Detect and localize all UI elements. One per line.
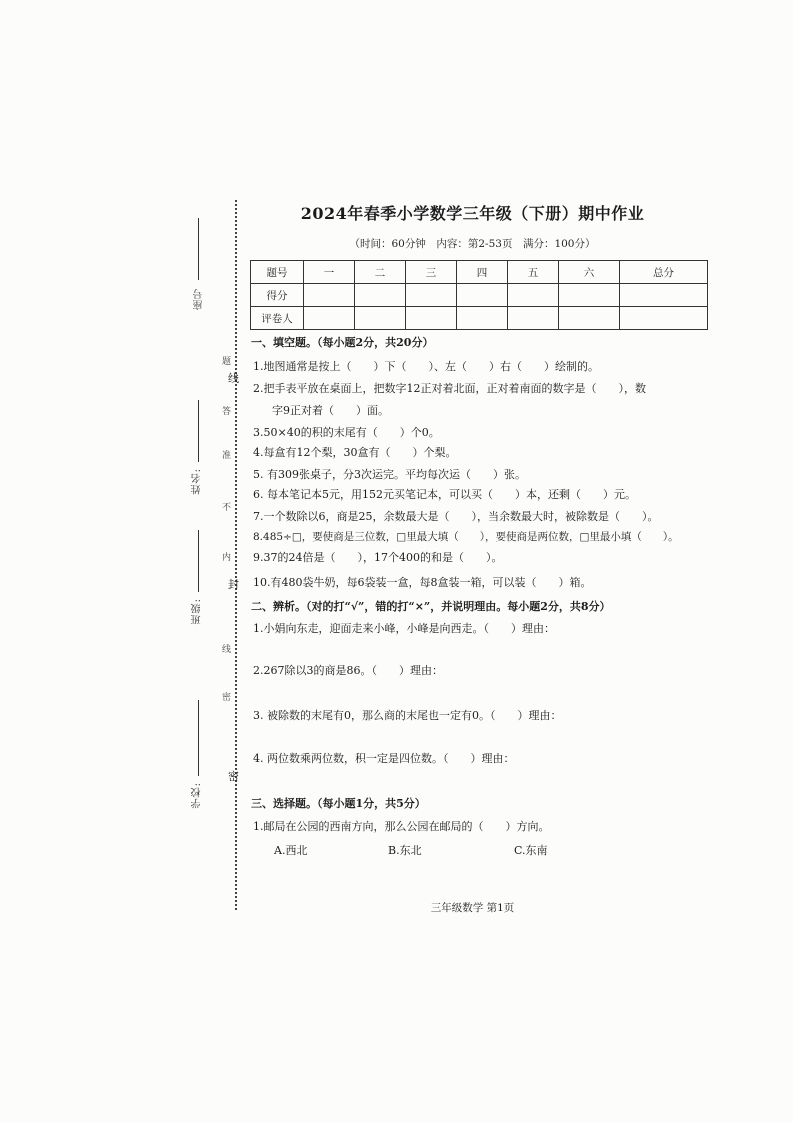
score-cell[interactable]: [406, 284, 457, 307]
table-header-cell: 一: [304, 261, 355, 284]
seal-dotted-line: [235, 200, 237, 910]
grader-cell[interactable]: [304, 307, 355, 330]
question-item: 2.267除以3的商是86。（ ）理由：: [253, 664, 443, 677]
score-cell[interactable]: [355, 284, 406, 307]
table-header-cell: 总分: [620, 261, 708, 284]
exam-info: （时间：60分钟 内容：第2-53页 满分：100分）: [349, 238, 596, 250]
seat-label: 座号: [194, 288, 205, 310]
question-item: 10.有480袋牛奶，每6袋装一盒，每8盒装一箱，可以装（ ）箱。: [253, 576, 592, 589]
school-line: [198, 700, 199, 776]
seal-char: 题: [222, 357, 232, 367]
grader-cell[interactable]: [559, 307, 620, 330]
question-item: 9.37的24倍是（ ），17个400的和是（ ）。: [253, 551, 503, 564]
row-label: 评卷人: [251, 307, 304, 330]
table-row: [251, 307, 708, 330]
option-c: C.东南: [514, 844, 548, 857]
seat-line: [198, 218, 199, 280]
name-line: [198, 400, 199, 462]
score-cell[interactable]: [304, 284, 355, 307]
table-header-cell: 五: [508, 261, 559, 284]
score-cell[interactable]: [620, 284, 708, 307]
table-row: [251, 284, 708, 307]
question-item: 3.50×40的积的末尾有（ ）个0。: [253, 426, 440, 439]
page-title: 2024年春季小学数学三年级（下册）期中作业: [300, 204, 645, 223]
row-label: 得分: [251, 284, 304, 307]
section-heading: 二、辨析。（对的打“√”，错的打“×”，并说明理由。每小题2分，共8分）: [251, 600, 611, 613]
page-footer: 三年级数学 第1页: [430, 902, 515, 914]
grader-cell[interactable]: [620, 307, 708, 330]
question-item: 4. 两位数乘两位数，积一定是四位数。（ ）理由：: [253, 752, 515, 765]
question-item: 4.每盒有12个梨，30盒有（ ）个梨。: [253, 446, 457, 459]
class-line: [198, 530, 199, 592]
question-item: 1.邮局在公园的西南方向，那么公园在邮局的（ ）方向。: [253, 820, 550, 833]
question-item: 3. 被除数的末尾有0，那么商的末尾也一定有0。（ ）理由：: [253, 709, 562, 722]
question-item: 字9正对着（ ）面。: [272, 404, 389, 417]
question-item: 7.一个数除以6，商是25，余数最大是（ ），当余数最大时，被除数是（ ）。: [253, 510, 659, 523]
seal-char: 答: [222, 407, 232, 417]
seal-big-char: 密: [228, 770, 239, 783]
grader-cell[interactable]: [355, 307, 406, 330]
question-item: 6. 每本笔记本5元，用152元买笔记本，可以买（ ）本，还剩（ ）元。: [253, 488, 636, 501]
seal-char: 内: [222, 553, 232, 563]
seal-char: 不: [222, 503, 232, 513]
question-item: 8.485÷□，要使商是三位数，□里最大填（ ），要使商是两位数，□里最小填（ ）。: [253, 531, 679, 543]
seal-big-char: 封: [228, 578, 239, 591]
question-item: 5. 有309张桌子，分3次运完。平均每次运（ ）张。: [253, 468, 526, 481]
score-cell[interactable]: [457, 284, 508, 307]
class-label: 班级:: [192, 598, 203, 625]
table-header-cell: 四: [457, 261, 508, 284]
seal-char: 密: [222, 693, 232, 703]
grader-cell[interactable]: [406, 307, 457, 330]
seal-big-char: 线: [228, 372, 239, 385]
section-heading: 一、填空题。（每小题2分，共20分）: [251, 336, 434, 349]
table-header-cell: 三: [406, 261, 457, 284]
score-cell[interactable]: [559, 284, 620, 307]
table-header-cell: 二: [355, 261, 406, 284]
seal-char: 线: [222, 645, 232, 655]
table-header-cell: 题号: [251, 261, 304, 284]
school-label: 学校:: [192, 782, 203, 809]
name-label: 姓名:: [192, 468, 203, 495]
grader-cell[interactable]: [508, 307, 559, 330]
score-cell[interactable]: [508, 284, 559, 307]
option-a: A.西北: [274, 844, 308, 857]
question-item: 2.把手表平放在桌面上，把数字12正对着北面，正对着南面的数字是（ ），数: [253, 382, 646, 395]
grader-cell[interactable]: [457, 307, 508, 330]
option-b: B.东北: [388, 844, 422, 857]
section-heading: 三、选择题。（每小题1分，共5分）: [251, 797, 426, 810]
table-row: [251, 261, 708, 284]
table-header-cell: 六: [559, 261, 620, 284]
question-item: 1.小娟向东走，迎面走来小峰，小峰是向西走。（ ）理由：: [253, 622, 555, 635]
score-table: [250, 260, 708, 330]
question-item: 1.地图通常是按上（ ）下（ ）、左（ ）右（ ）绘制的。: [253, 360, 599, 373]
seal-char: 准: [222, 451, 232, 461]
